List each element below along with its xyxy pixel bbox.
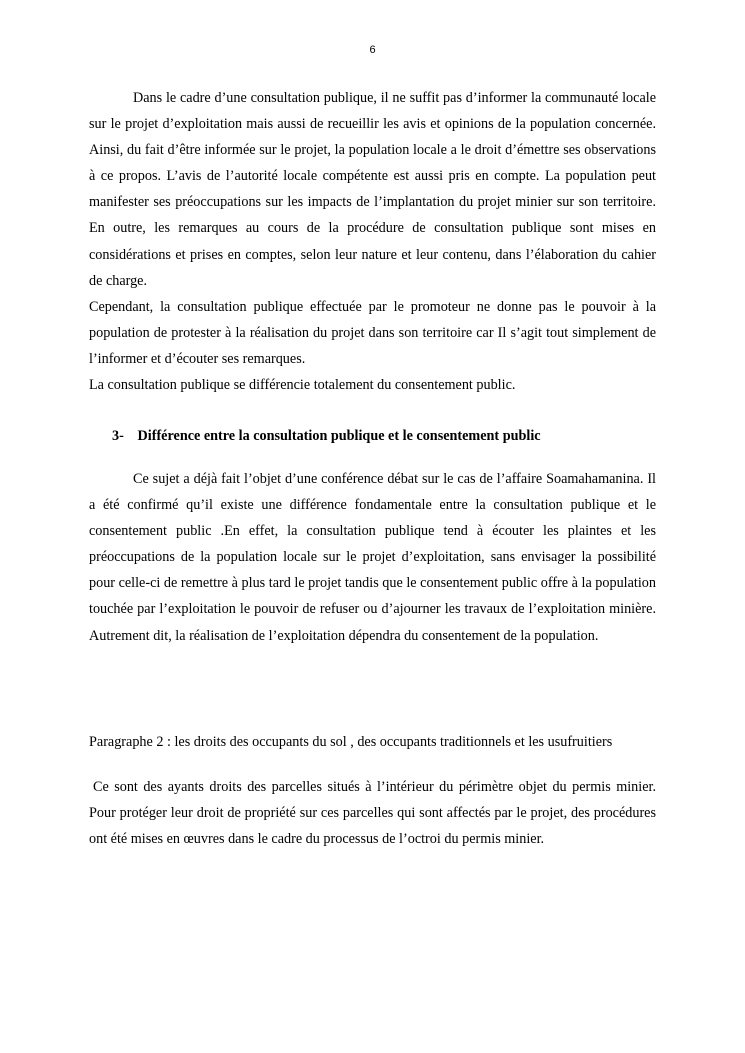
paragraph: Cependant, la consultation publique effectuée par le promoteur ne donne pas le pouvoir à la population de protester à la réalisation du projet dans son territoire car Il s’agit tout simplement de l’informer et d’écouter ses remarques. — [89, 298, 656, 367]
section-difference-text — [89, 466, 656, 649]
paragraph-heading: Paragraphe 2 : les droits des occupants du sol , des occupants traditionnels et les usufruitiers — [89, 734, 613, 750]
section-consultation-text — [89, 85, 656, 398]
paragraph: La consultation publique se différencie totalement du consentement public. — [89, 377, 516, 394]
heading-title: Différence entre la consultation publique et le consentement public — [137, 428, 541, 444]
paragraph: Dans le cadre d’une consultation publique, il ne suffit pas d’informer la communauté locale sur le projet d’exploitation mais aussi de recueillir les avis et opinions de la population concernée. Ainsi, du fait d’être informée sur le projet, la population locale a le droit d’émettre ses observations à ce propos. L’avis de l’autorité locale compétente est aussi pris en compte. La population peut manifester ses préoccupations sur les impacts de l’implantation du projet minier sur son territoire. En outre, les remarques au cours de la procédure de consultation publique sont mises en considérations et prises en comptes, selon leur nature et leur contenu, dans l’élaboration du cahier de charge. — [89, 90, 656, 289]
page-number: 6 — [369, 44, 376, 56]
paragraph: Ce sont des ayants droits des parcelles situés à l’intérieur du périmètre objet du permis minier. Pour protéger leur droit de propriété sur ces parcelles qui sont affectés par le projet, des procédures ont été mises en œuvres dans le cadre du processus de l’octroi du permis minier. — [89, 779, 656, 848]
heading-number: 3- — [112, 428, 124, 444]
section-droits-text — [89, 774, 656, 852]
paragraph: Ce sujet a déjà fait l’objet d’une conférence débat sur le cas de l’affaire Soamahamanina. Il a été confirmé qu’il existe une différence fondamentale entre la consultation publique et le consentement public .En effet, la consultation publique tend à écouter les plaintes et les préoccupations de la population locale sur le projet d’exploitation, sans envisager la possibilité pour celle-ci de remettre à plus tard le projet tandis que le consentement public offre à la population touchée par l’exploitation le pouvoir de refuser ou d’ajourner les travaux de l’exploitation minière. Autrement dit, la réalisation de l’exploitation dépendra du consentement de la population. — [89, 471, 656, 644]
section-heading — [112, 425, 541, 447]
